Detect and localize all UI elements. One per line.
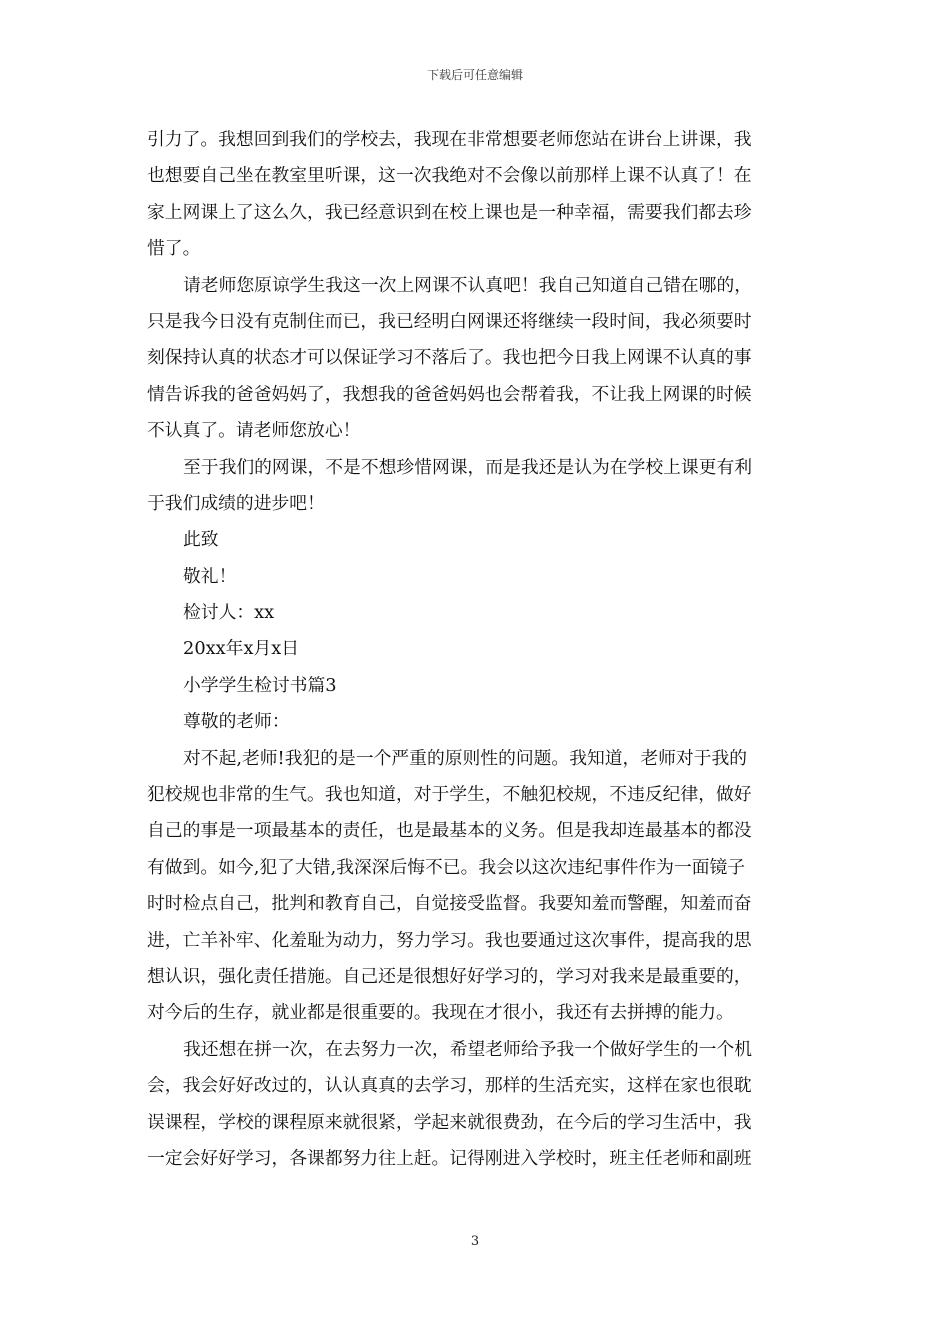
text-line: 引力了。我想回到我们的学校去，我现在非常想要老师您站在讲台上讲课，我 [147,129,752,150]
text-line: 家上网课上了这么久，我已经意识到在校上课也是一种幸福，需要我们都去珍 [147,201,752,223]
text-line: 请老师您原谅学生我这一次上网课不认真吧！我自己知道自己错在哪的， [183,274,753,296]
text-line: 检讨人：xx [183,602,275,624]
text-line: 误课程，学校的课程原来就很紧，学起来就很费劲，在今后的学习生活中，我 [147,1111,752,1133]
text-line: 于我们成绩的进步吧！ [147,492,325,514]
text-line: 犯校规也非常的生气。我也知道，对于学生，不触犯校规，不违反纪律，做好 [147,784,752,806]
text-line: 一定会好好学习，各课都努力往上赶。记得刚进入学校时，班主任老师和副班 [147,1147,752,1169]
text-line: 想认识，强化责任措施。自己还是很想好好学习的，学习对我来是最重要的， [147,965,752,987]
text-line: 对不起,老师!我犯的是一个严重的原则性的问题。我知道，老师对于我的 [183,747,748,769]
text-line: 会，我会好好改过的，认认真真的去学习，那样的生活充实，这样在家也很耽 [147,1075,752,1097]
page-number: 3 [470,1234,480,1249]
text-line: 不认真了。请老师您放心！ [147,420,361,442]
text-line: 自己的事是一项最基本的责任，也是最基本的义务。但是我却连最基本的都没 [147,820,752,842]
text-line: 对今后的生存，就业都是很重要的。我现在才很小，我还有去拼搏的能力。 [147,1002,734,1024]
document-body [147,122,805,1177]
text-line: 敬礼！ [183,565,237,587]
page-header: 下载后可任意编辑 [426,68,523,82]
text-line: 时时检点自己，批判和教育自己，自觉接受监督。我要知羞而警醒，知羞而奋 [147,893,752,915]
text-line: 情告诉我的爸爸妈妈了，我想我的爸爸妈妈也会帮着我，不让我上网课的时候 [147,383,752,405]
text-line: 20xx年x月x日 [183,638,300,660]
text-line: 此致 [183,529,219,551]
text-line: 有做到。如今,犯了大错,我深深后悔不已。我会以这次违纪事件作为一面镜子 [147,856,746,878]
text-line: 尊敬的老师： [183,711,290,733]
text-line: 进，亡羊补牢、化羞耻为动力，努力学习。我也要通过这次事件，提高我的思 [147,929,752,951]
text-line: 刻保持认真的状态才可以保证学习不落后了。我也把今日我上网课不认真的事 [147,347,752,369]
text-line: 小学学生检讨书篇3 [183,674,337,696]
text-line: 只是我今日没有克制住而已，我已经明白网课还将继续一段时间，我必须要时 [147,310,752,332]
text-line: 也想要自己坐在教室里听课，这一次我绝对不会像以前那样上课不认真了！在 [147,165,752,187]
text-line: 至于我们的网课，不是不想珍惜网课，而是我还是认为在学校上课更有利 [183,456,753,478]
text-line: 我还想在拼一次，在去努力一次，希望老师给予我一个做好学生的一个机 [183,1038,753,1060]
text-line: 惜了。 [147,238,201,260]
